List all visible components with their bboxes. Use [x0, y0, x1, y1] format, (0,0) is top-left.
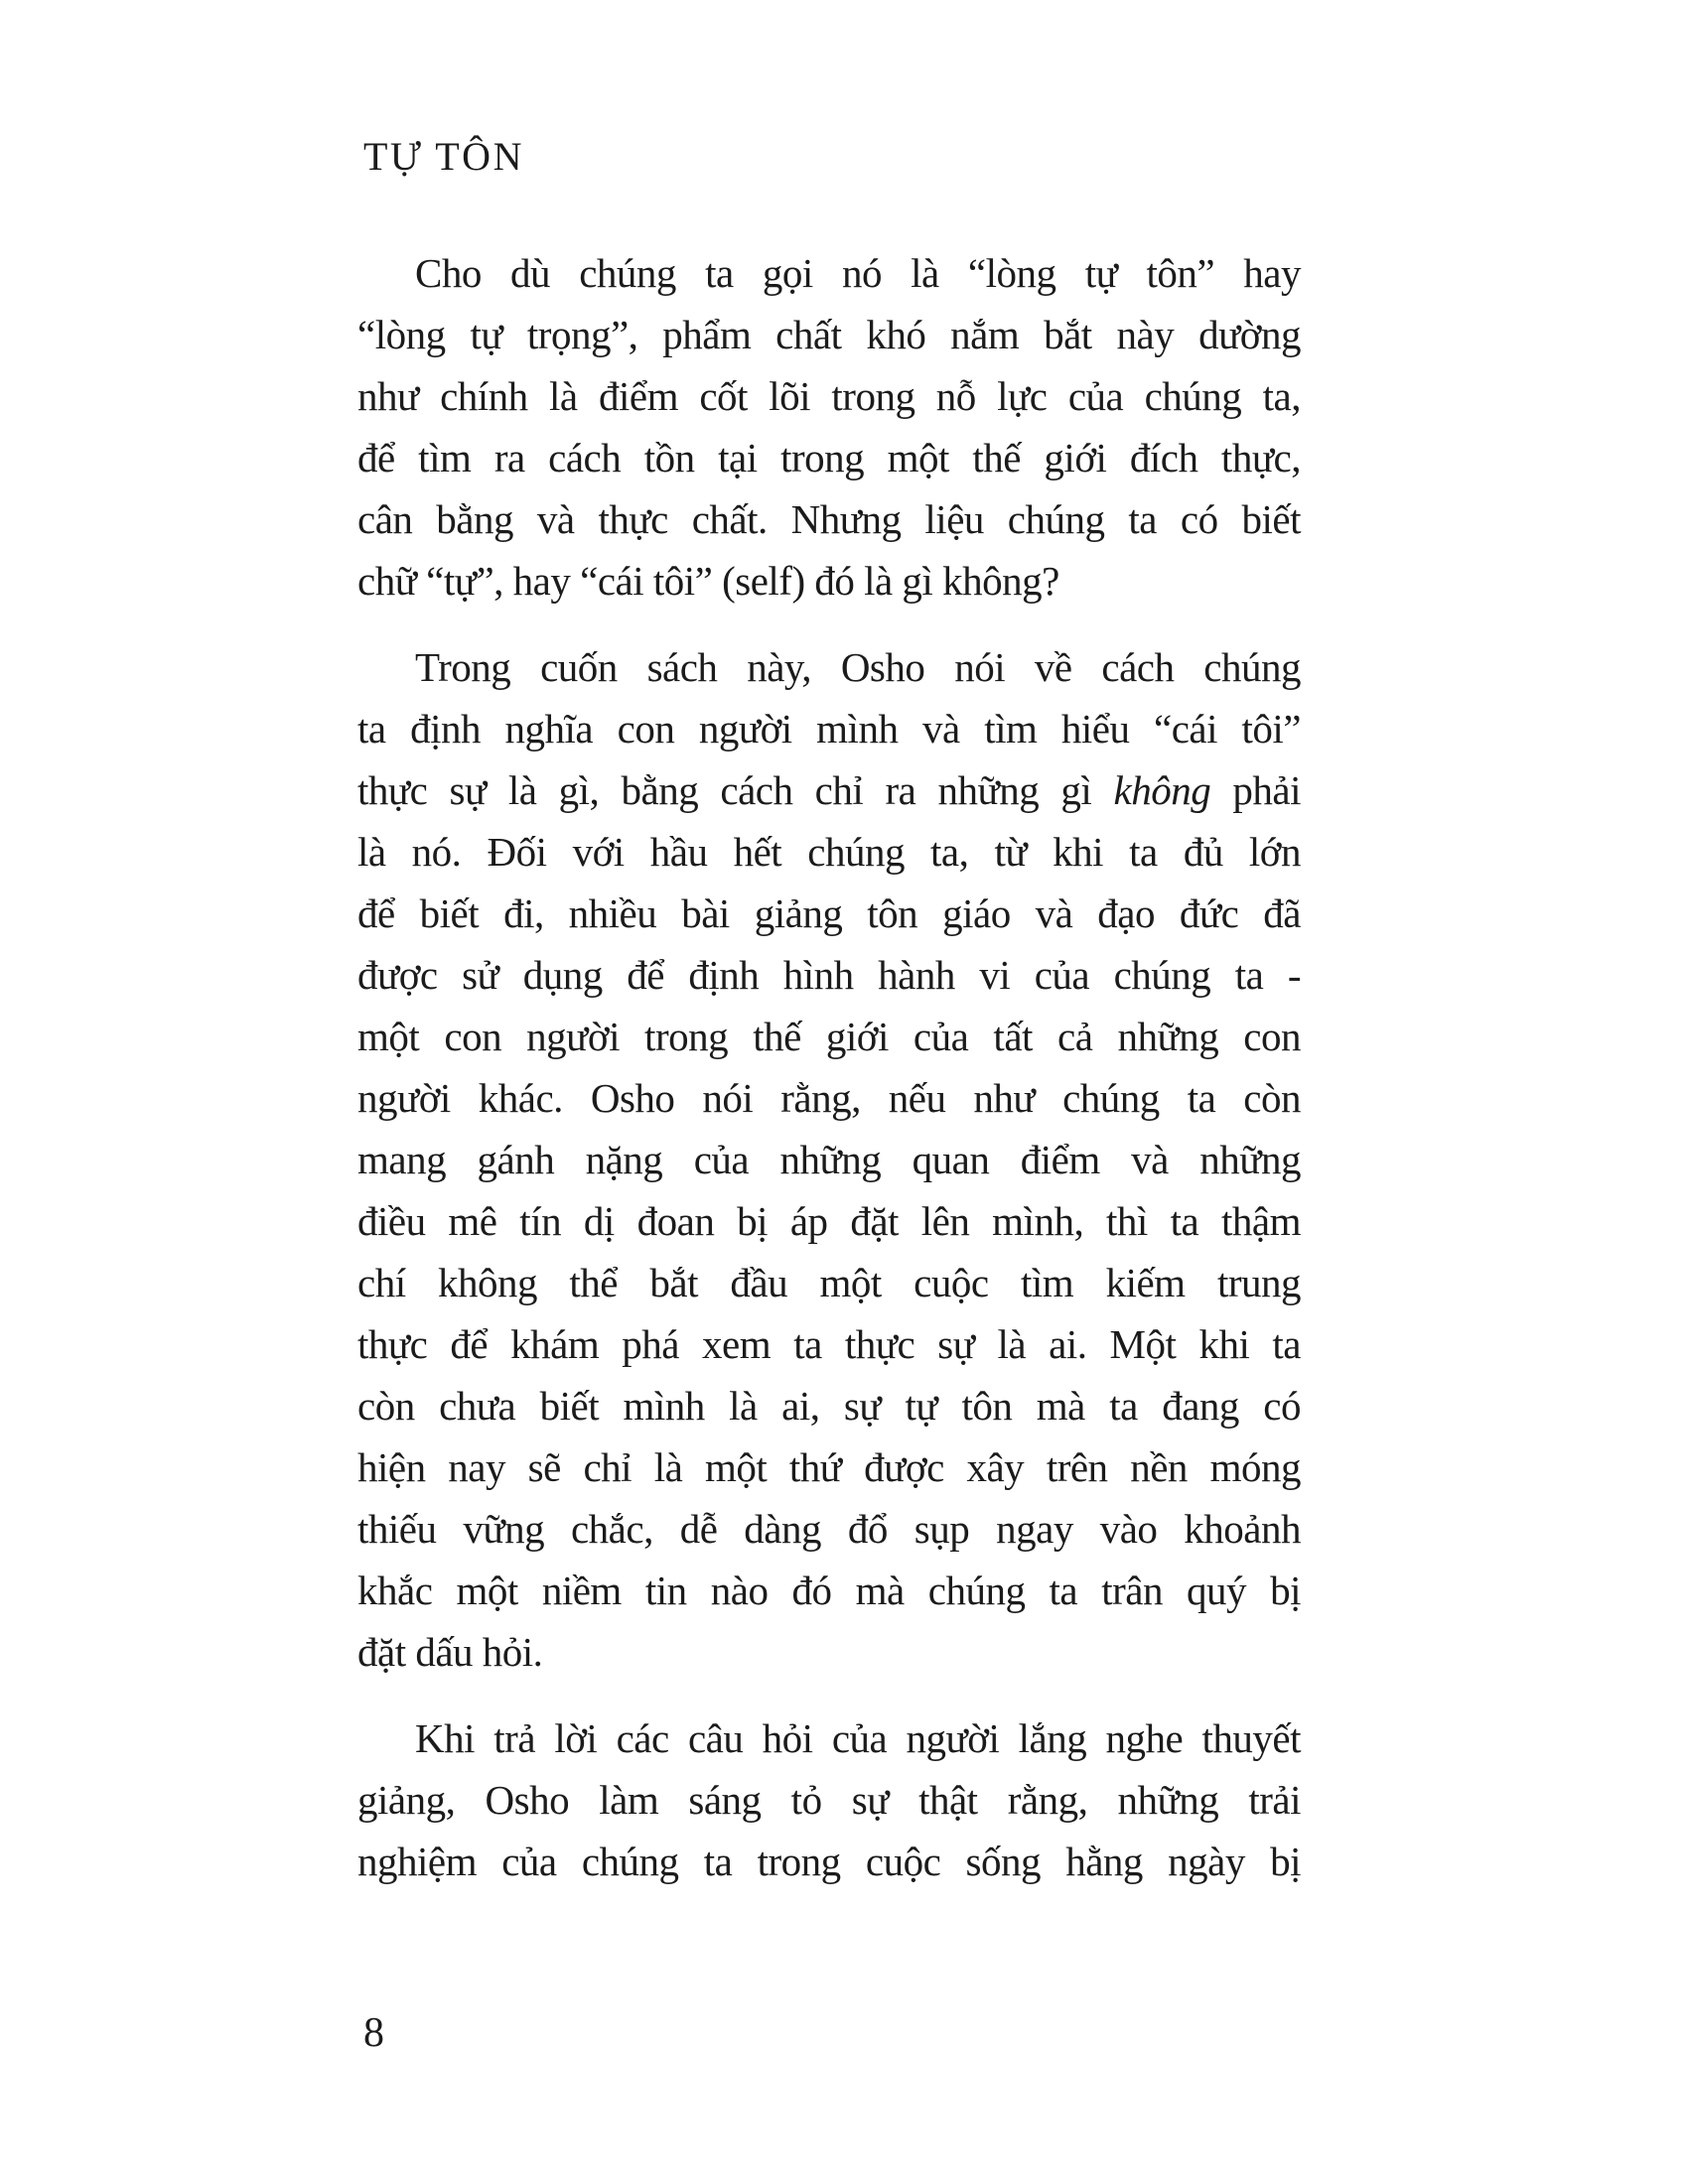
text-segment: thực sự là gì, bằng cách chỉ ra những gì	[357, 767, 1114, 813]
text-line	[357, 304, 1301, 365]
text-line	[357, 1769, 1301, 1831]
text-line	[357, 944, 1301, 1006]
text-segment: còn chưa biết mình là ai, sự tự tôn mà ta đang có	[357, 1383, 1301, 1429]
text-segment: Khi trả lời các câu hỏi của người lắng nghe thuyết	[415, 1715, 1301, 1761]
paragraph	[357, 242, 1301, 612]
text-line	[357, 1621, 1301, 1683]
running-header: TỰ TÔN	[363, 134, 524, 179]
text-line	[357, 1375, 1301, 1436]
paragraph	[357, 636, 1301, 1683]
text-line	[357, 698, 1301, 759]
text-line	[357, 1006, 1301, 1067]
text-segment: để biết đi, nhiều bài giảng tôn giáo và đạo đức đã	[357, 890, 1301, 936]
text-line	[357, 365, 1301, 427]
text-segment: cân bằng và thực chất. Nhưng liệu chúng ta có biết	[357, 496, 1301, 542]
text-segment: Cho dù chúng ta gọi nó là “lòng tự tôn” hay	[415, 250, 1301, 296]
text-line	[357, 883, 1301, 944]
text-segment: phải	[1210, 767, 1302, 813]
page-number: 8	[363, 2010, 384, 2056]
text-line	[357, 1190, 1301, 1252]
text-segment: nghiệm của chúng ta trong cuộc sống hằng ngày bị	[357, 1839, 1301, 1884]
text-segment: giảng, Osho làm sáng tỏ sự thật rằng, những trải	[357, 1777, 1301, 1823]
text-segment: ta định nghĩa con người mình và tìm hiểu “cái tôi”	[357, 706, 1301, 751]
text-line	[357, 1707, 1301, 1769]
text-segment: hiện nay sẽ chỉ là một thứ được xây trên nền móng	[357, 1444, 1301, 1490]
text-line	[357, 488, 1301, 550]
text-line	[357, 821, 1301, 883]
text-segment: Trong cuốn sách này, Osho nói về cách chúng	[415, 644, 1301, 690]
text-line	[357, 759, 1301, 821]
text-line	[357, 1067, 1301, 1129]
text-segment: người khác. Osho nói rằng, nếu như chúng ta còn	[357, 1075, 1301, 1121]
text-line	[357, 1252, 1301, 1313]
text-line	[357, 242, 1301, 304]
text-segment: như chính là điểm cốt lõi trong nỗ lực của chúng ta,	[357, 373, 1301, 419]
text-line	[357, 1831, 1301, 1892]
italic-text: không	[1113, 767, 1211, 813]
text-body	[357, 242, 1301, 1917]
text-segment: là nó. Đối với hầu hết chúng ta, từ khi ta đủ lớn	[357, 829, 1301, 875]
text-line	[357, 1498, 1301, 1560]
text-line	[357, 1436, 1301, 1498]
text-line	[357, 1313, 1301, 1375]
text-segment: khắc một niềm tin nào đó mà chúng ta trân quý bị	[357, 1568, 1301, 1613]
paragraph	[357, 1707, 1301, 1892]
text-line	[357, 550, 1301, 612]
text-segment: mang gánh nặng của những quan điểm và những	[357, 1137, 1301, 1182]
text-segment: thực để khám phá xem ta thực sự là ai. Một khi ta	[357, 1321, 1301, 1367]
text-segment: để tìm ra cách tồn tại trong một thế giới đích thực,	[357, 435, 1301, 480]
text-segment: chí không thể bắt đầu một cuộc tìm kiếm trung	[357, 1260, 1301, 1305]
text-segment: “lòng tự trọng”, phẩm chất khó nắm bắt này dường	[357, 312, 1301, 357]
text-segment: điều mê tín dị đoan bị áp đặt lên mình, thì ta thậm	[357, 1198, 1301, 1244]
text-segment: một con người trong thế giới của tất cả những con	[357, 1014, 1301, 1059]
text-line	[357, 1129, 1301, 1190]
text-segment: thiếu vững chắc, dễ dàng đổ sụp ngay vào khoảnh	[357, 1506, 1301, 1552]
text-line	[357, 427, 1301, 488]
text-segment: chữ “tự”, hay “cái tôi” (self) đó là gì không?	[357, 558, 1059, 604]
text-line	[357, 1560, 1301, 1621]
text-segment: được sử dụng để định hình hành vi của chúng ta -	[357, 952, 1301, 998]
text-segment: đặt dấu hỏi.	[357, 1629, 543, 1675]
text-line	[357, 636, 1301, 698]
